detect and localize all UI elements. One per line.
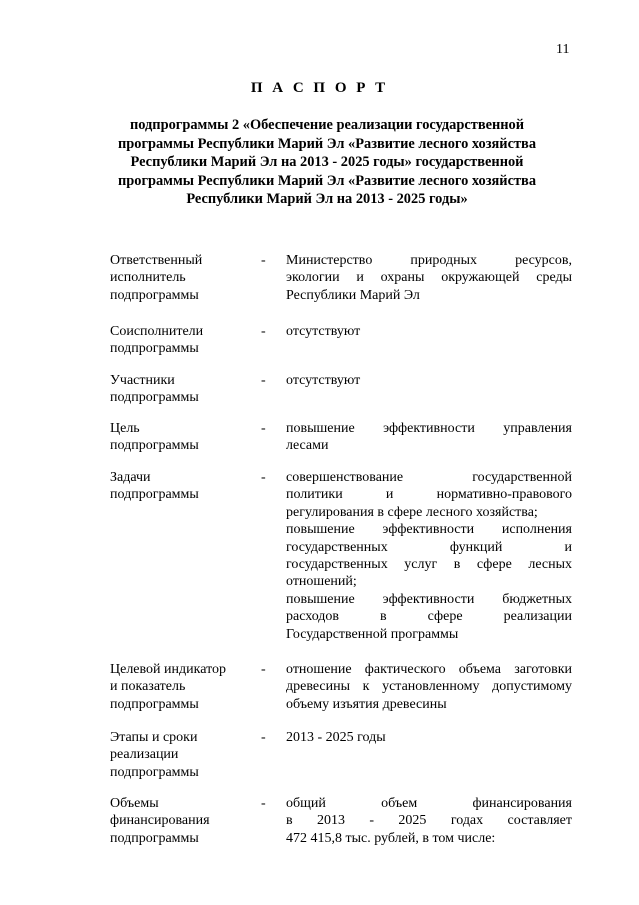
- value-line: лесами: [286, 438, 329, 454]
- label-line: подпрограммы: [110, 487, 199, 503]
- value-line: общий объем финансирования: [286, 796, 572, 811]
- value-line: 2013 - 2025 годы: [286, 730, 386, 745]
- row-dash: -: [261, 324, 266, 339]
- label-line: Задачи: [110, 470, 151, 485]
- label-line: Ответственный: [110, 253, 203, 268]
- value-line: государственных функций и: [286, 539, 572, 555]
- row-label: [110, 420, 260, 455]
- row-dash: -: [261, 470, 266, 485]
- row-label: [110, 795, 260, 847]
- label-line: подпрограммы: [110, 287, 199, 303]
- subtitle-line: Республики Марий Эл на 2013 - 2025 годы»: [186, 191, 468, 208]
- label-line: Этапы и сроки: [110, 730, 198, 745]
- value-line: экологии и охраны окружающей среды: [286, 270, 572, 286]
- value-line: Государственной программы: [286, 626, 459, 642]
- label-line: подпрограммы: [110, 696, 199, 712]
- row-label: [110, 323, 260, 358]
- row-value: [286, 661, 572, 713]
- value-line: расходов в сфере реализации: [286, 609, 572, 625]
- value-line: 472 415,8 тыс. рублей, в том числе:: [286, 830, 496, 846]
- row-value: [286, 795, 572, 847]
- row-dash: -: [261, 730, 266, 745]
- label-line: Целевой индикатор: [110, 662, 227, 677]
- value-line: государственных услуг в сфере лесных: [286, 557, 572, 573]
- label-line: подпрограммы: [110, 341, 199, 357]
- label-line: подпрограммы: [110, 390, 199, 406]
- label-line: финансирования: [110, 813, 210, 829]
- row-dash: -: [261, 421, 266, 436]
- value-line: древесины к установленному допустимому: [286, 679, 572, 695]
- row-value: [286, 323, 572, 340]
- label-line: реализации: [110, 747, 179, 763]
- subtitle-line: подпрограммы 2 «Обеспечение реализации государственной: [129, 117, 525, 133]
- label-line: Соисполнители: [110, 324, 204, 339]
- row-label: [110, 469, 260, 504]
- row-label: [110, 661, 260, 713]
- row-value: [286, 252, 572, 304]
- label-line: Объемы: [110, 796, 159, 811]
- page-number: 11: [556, 42, 570, 57]
- value-line: отсутствуют: [286, 373, 361, 388]
- subtitle-line: Республики Марий Эл на 2013 - 2025 годы» государственной: [130, 154, 524, 171]
- value-line: повышение эффективности бюджетных: [286, 591, 572, 607]
- label-line: подпрограммы: [110, 830, 199, 846]
- value-line: отношение фактического объема заготовки: [286, 662, 572, 677]
- row-value: [286, 469, 572, 643]
- label-line: исполнитель: [110, 270, 186, 286]
- subtitle-line: программы Республики Марий Эл «Развитие лесного хозяйства: [117, 135, 537, 152]
- value-line: повышение эффективности исполнения: [286, 522, 572, 538]
- label-line: Цель: [110, 421, 140, 436]
- row-label: [110, 729, 260, 781]
- value-line: совершенствование государственной: [286, 470, 572, 485]
- subtitle-line: программы Республики Марий Эл «Развитие лесного хозяйства: [117, 172, 537, 189]
- label-line: и показатель: [110, 679, 186, 695]
- row-label: [110, 372, 260, 407]
- passport-title: П А С П О Р Т: [250, 80, 389, 96]
- value-line: регулирования в сфере лесного хозяйства;: [286, 504, 538, 520]
- value-line: объему изъятия древесины: [286, 696, 447, 712]
- value-line: в 2013 - 2025 годах составляет: [286, 813, 572, 829]
- value-line: Министерство природных ресурсов,: [286, 253, 572, 268]
- value-line: отсутствуют: [286, 324, 361, 339]
- label-line: Участники: [110, 373, 175, 388]
- row-value: [286, 729, 572, 746]
- value-line: отношений;: [286, 574, 357, 590]
- label-line: подпрограммы: [110, 764, 199, 780]
- row-dash: -: [261, 253, 266, 268]
- row-dash: -: [261, 373, 266, 388]
- value-line: Республики Марий Эл: [286, 287, 420, 303]
- row-dash: -: [261, 796, 266, 811]
- value-line: повышение эффективности управления: [286, 421, 572, 436]
- row-value: [286, 372, 572, 389]
- row-label: [110, 252, 260, 304]
- row-dash: -: [261, 662, 266, 677]
- subprogram-subtitle: [92, 116, 562, 209]
- label-line: подпрограммы: [110, 438, 199, 454]
- row-value: [286, 420, 572, 455]
- value-line: политики и нормативно-правового: [286, 487, 572, 503]
